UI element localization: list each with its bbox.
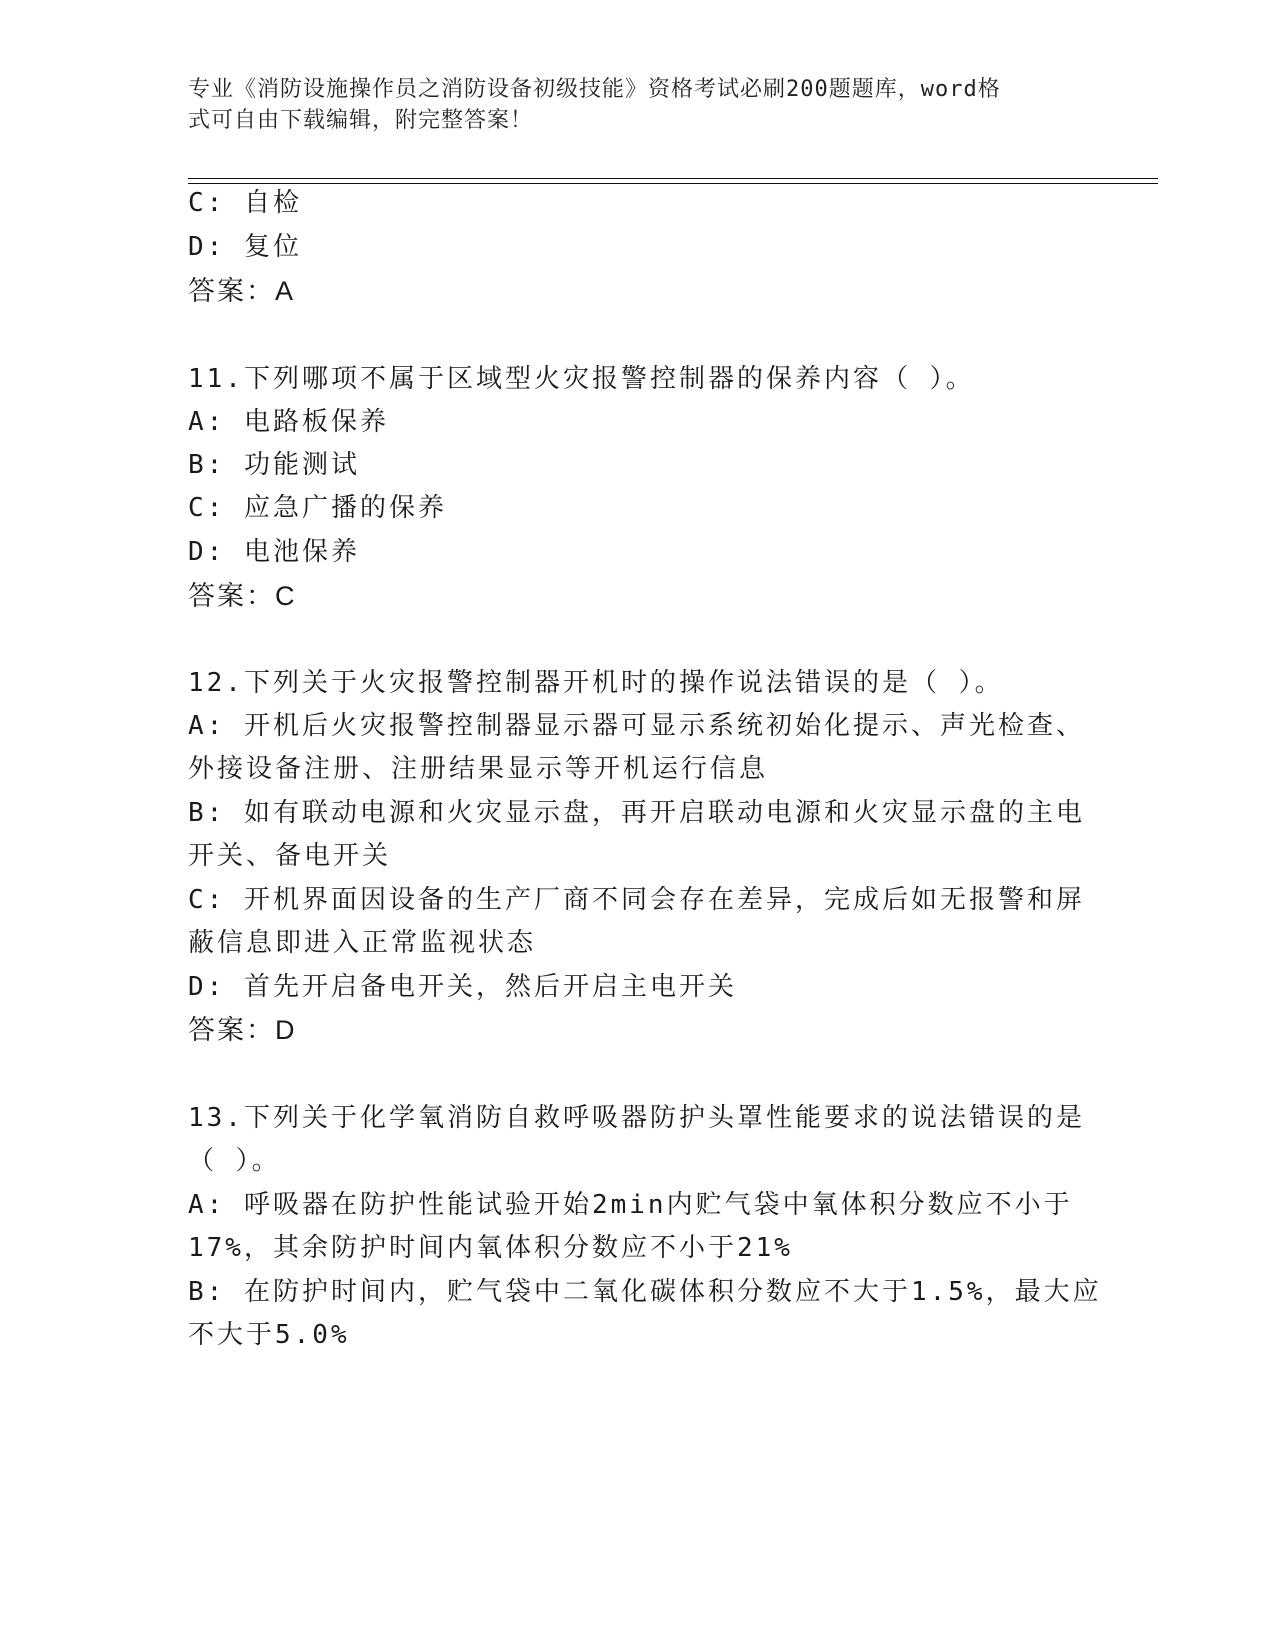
q13-option-a-line-2: 17%，其余防护时间内氧体积分数应不小于21% [188, 1233, 793, 1263]
document-header [188, 74, 1068, 136]
q12-option-b-line-2: 开关、备电开关 [188, 841, 392, 871]
q12-question: 12.下列关于火灾报警控制器开机时的操作说法错误的是（ ）。 [188, 668, 1004, 698]
header-line-1: 专业《消防设施操作员之消防设备初级技能》资格考试必刷200题题库，word格 [188, 77, 1001, 102]
q10-option-c: C: 自检 [188, 188, 302, 218]
q12-option-a-line-1: A: 开机后火灾报警控制器显示器可显示系统初始化提示、声光检查、 [188, 711, 1085, 741]
q12-option-d: D: 首先开启备电开关，然后开启主电开关 [188, 972, 737, 1002]
header-divider-bottom [188, 183, 1158, 184]
q11-option-b: B: 功能测试 [188, 450, 360, 480]
q11-option-a: A: 电路板保养 [188, 407, 389, 437]
q12-option-b-line-1: B: 如有联动电源和火灾显示盘，再开启联动电源和火灾显示盘的主电 [188, 798, 1085, 828]
q11-question: 11.下列哪项不属于区域型火灾报警控制器的保养内容（ ）。 [188, 364, 975, 394]
q12-answer: 答案：D [188, 1015, 297, 1045]
q12-option-a-line-2: 外接设备注册、注册结果显示等开机运行信息 [188, 754, 769, 784]
q12-option-c-line-1: C: 开机界面因设备的生产厂商不同会存在差异，完成后如无报警和屏 [188, 885, 1085, 915]
header-line-2: 式可自由下载编辑，附完整答案！ [188, 108, 534, 133]
q13-option-b-line-1: B: 在防护时间内，贮气袋中二氧化碳体积分数应不大于1.5%，最大应 [188, 1277, 1102, 1307]
q13-option-b-line-2: 不大于5.0% [188, 1320, 350, 1350]
q11-answer: 答案：C [188, 581, 297, 611]
q12-option-c-line-2: 蔽信息即进入正常监视状态 [188, 928, 537, 958]
q13-question-line-1: 13.下列关于化学氧消防自救呼吸器防护头罩性能要求的说法错误的是 [188, 1103, 1085, 1133]
q13-option-a-line-1: A: 呼吸器在防护性能试验开始2min内贮气袋中氧体积分数应不小于 [188, 1190, 1073, 1220]
q13-question-line-2: （ ）。 [188, 1146, 281, 1176]
q11-option-d: D: 电池保养 [188, 537, 360, 567]
q10-option-d: D: 复位 [188, 232, 302, 262]
q10-answer: 答案：A [188, 276, 296, 306]
q11-option-c: C: 应急广播的保养 [188, 493, 447, 523]
header-divider-top [188, 178, 1158, 179]
